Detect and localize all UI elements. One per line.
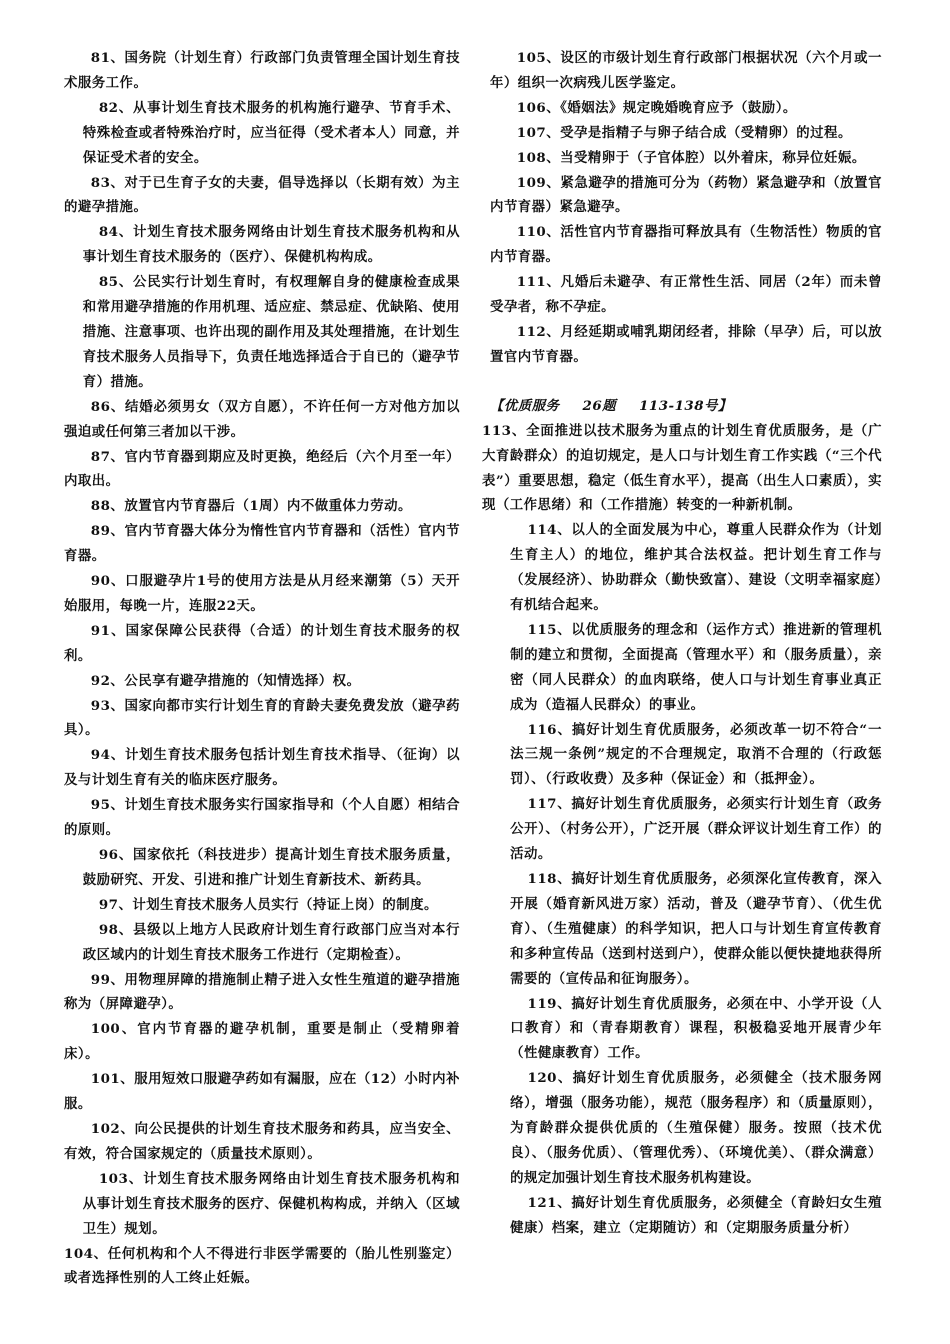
question-93: 93、国家向都市实行计划生育的育龄夫妻免费发放（避孕药具）。 — [64, 697, 460, 739]
question-112: 112、月经延期或哺乳期闭经者，排除（早孕）后，可以放置官内节育器。 — [490, 323, 882, 365]
question-85: 85、公民实行计划生育时，有权理解自身的健康检查成果和常用避孕措施的作用机理、适应症、禁忌症、优缺陷、使用措施、注意事项、也许出现的副作用及其处理措施，在计划生育技术服务人员指导下，负责任地选择适合于自已的（避孕节育）措施。 — [82, 274, 460, 390]
question-97: 97、计划生育技术服务人员实行（持证上岗）的制度。 — [98, 896, 438, 913]
question-84: 84、计划生育技术服务网络由计划生育技术服务机构和从事计划生育技术服务的（医疗）、保健机构构成。 — [82, 224, 460, 266]
question-119: 119、搞好计划生育优质服务，必须在中、小学开设（人口教育）和（青春期教育）课程，积极稳妥地开展青少年（性健康教育）工作。 — [510, 995, 882, 1062]
section-heading: 【优质服务 26题 113-138号】 — [490, 397, 732, 414]
question-99: 99、用物理屏障的措施制止精子进入女性生殖道的避孕措施称为（屏障避孕）。 — [64, 971, 460, 1013]
right-column — [482, 46, 882, 1241]
question-81: 81、国务院（计划生育）行政部门负责管理全国计划生育技术服务工作。 — [64, 50, 460, 91]
question-87: 87、官内节育器到期应及时更换，绝经后（六个月至一年）内取出。 — [64, 448, 460, 490]
question-109: 109、紧急避孕的措施可分为（药物）紧急避孕和（放置官内节育器）紧急避孕。 — [490, 174, 882, 216]
question-100: 100、官内节育器的避孕机制，重要是制止（受精卵着床）。 — [64, 1021, 460, 1063]
question-94: 94、计划生育技术服务包括计划生育技术指导、（征询）以及与计划生育有关的临床医疗服务。 — [64, 747, 460, 789]
question-115: 115、以优质服务的理念和（运作方式）推进新的管理机制的建立和贯彻，全面提高（管理水平）和（服务质量），亲密（同人民群众）的血肉联络，使人口与计划生育事业真正成为（造福人民群众）的事业。 — [510, 621, 882, 713]
question-96: 96、国家依托（科技进步）提高计划生育技术服务质量，鼓励研究、开发、引进和推广计划生育新技术、新药具。 — [82, 847, 460, 888]
question-82: 82、从事计划生育技术服务的机构施行避孕、节育手术、特殊检查或者特殊治疗时，应当征得（受术者本人）同意，并保证受术者的安全。 — [82, 99, 460, 166]
question-117: 117、搞好计划生育优质服务，必须实行计划生育（政务公开）、（村务公开），广泛开展（群众评议计划生育工作）的活动。 — [510, 796, 882, 863]
question-106: 106、《婚姻法》规定晚婚晚育应予（鼓励）。 — [516, 99, 797, 116]
question-110: 110、活性官内节育器指可释放具有（生物活性）物质的官内节育器。 — [490, 224, 882, 266]
question-107: 107、受孕是指精子与卵子结合成（受精卵）的过程。 — [516, 124, 852, 141]
question-113: 113、全面推进以技术服务为重点的计划生育优质服务，是（广大育龄群众）的迫切规定，是人口与计划生育工作实践（“三个代表”）重要思想，稳定（低生育水平），提高（出生人口素质），实现（工作思绪）和（工作措施）转变的一种新机制。 — [482, 422, 882, 514]
question-121: 121、搞好计划生育优质服务，必须健全（育龄妇女生殖健康）档案，建立（定期随访）和（定期服务质量分析） — [510, 1194, 882, 1236]
question-98: 98、县级以上地方人民政府计划生育行政部门应当对本行政区域内的计划生育技术服务工作进行（定期检查）。 — [82, 921, 460, 963]
question-108: 108、当受精卵于（子官体腔）以外着床，称异位妊娠。 — [516, 149, 866, 166]
question-103: 103、计划生育技术服务网络由计划生育技术服务机构和从事计划生育技术服务的医疗、保健机构构成，并纳入（区域卫生）规划。 — [82, 1170, 460, 1237]
question-91: 91、国家保障公民获得（合适）的计划生育技术服务的权利。 — [64, 622, 460, 664]
question-116: 116、搞好计划生育优质服务，必须改革一切不符合“一法三规一条例”规定的不合理规定，取消不合理的（行政惩罚）、（行政收费）及多种（保证金）和（抵押金）。 — [510, 721, 882, 788]
question-83: 83、对于已生育子女的夫妻，倡导选择以（长期有效）为主的避孕措施。 — [64, 174, 460, 216]
question-114: 114、以人的全面发展为中心，尊重人民群众作为（计划生育主人）的地位，维护其合法权益。把计划生育工作与（发展经济）、协助群众（勤快致富）、建设（文明幸福家庭）有机结合起来。 — [510, 522, 882, 614]
left-column — [64, 46, 460, 1291]
question-105: 105、设区的市级计划生育行政部门根据状况（六个月或一年）组织一次病残儿医学鉴定。 — [490, 50, 882, 91]
question-120: 120、搞好计划生育优质服务，必须健全（技术服务网络），增强（服务功能），规范（服务程序）和（质量原则），为育龄群众提供优质的（生殖保健）服务。按照（技术优良）、（服务优质）、（管理优秀）、（环境优美）、（群众满意）的规定加强计划生育技术服务机构建设。 — [510, 1070, 882, 1186]
question-88: 88、放置官内节育器后（1周）内不做重体力劳动。 — [90, 498, 412, 515]
section-spacer — [490, 370, 882, 394]
question-118: 118、搞好计划生育优质服务，必须深化宣传教育，深入开展（婚育新风进万家）活动，普及（避孕节育）、（优生优育）、（生殖健康）的科学知识，把人口与计划生育宣传教育和多种宣传品（送到村送到户），使群众能以便快捷地获得所需要的（宣传品和征询服务）。 — [510, 871, 882, 987]
question-101: 101、服用短效口服避孕药如有漏服，应在（12）小时内补服。 — [64, 1071, 460, 1113]
question-104: 104、任何机构和个人不得进行非医学需要的（胎儿性别鉴定）或者选择性别的人工终止妊娠。 — [64, 1245, 460, 1287]
question-89: 89、官内节育器大体分为惰性官内节育器和（活性）官内节育器。 — [64, 523, 460, 565]
question-111: 111、凡婚后未避孕、有正常性生活、同居（2年）而未曾受孕者，称不孕症。 — [490, 274, 882, 316]
question-86: 86、结婚必须男女（双方自愿），不许任何一方对他方加以强迫或任何第三者加以干涉。 — [64, 398, 460, 440]
question-90: 90、口服避孕片1号的使用方法是从月经来潮第（5）天开始服用，每晚一片，连服22天。 — [64, 573, 460, 614]
question-95: 95、计划生育技术服务实行国家指导和（个人自愿）相结合的原则。 — [64, 797, 460, 839]
question-92: 92、公民享有避孕措施的（知情选择）权。 — [90, 672, 361, 689]
question-102: 102、向公民提供的计划生育技术服务和药具，应当安全、有效，符合国家规定的（质量技术原则）。 — [64, 1120, 460, 1162]
